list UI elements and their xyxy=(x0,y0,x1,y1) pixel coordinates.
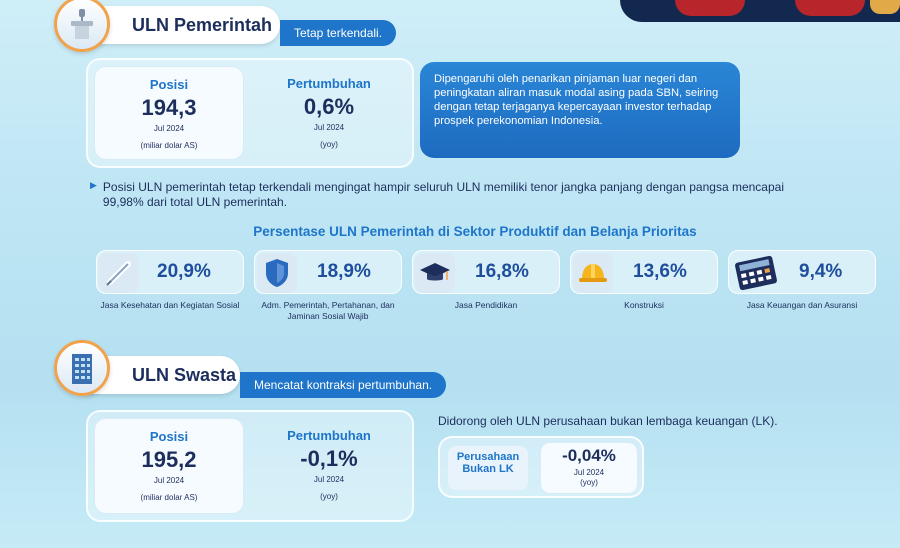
pertumbuhan-label: Pertumbuhan xyxy=(287,76,371,91)
sector-item xyxy=(570,250,718,311)
lk-label-box xyxy=(448,446,528,490)
posisi-date: Jul 2024 xyxy=(153,124,185,134)
pertumbuhan-card xyxy=(254,418,404,514)
sectors-title: Persentase ULN Pemerintah di Sektor Produktif dan Belanja Prioritas xyxy=(253,224,697,239)
section-tag-pemerintah xyxy=(280,20,396,46)
sector-item xyxy=(254,250,402,322)
lk-label: Perusahaan Bukan LK xyxy=(456,451,520,475)
sector-label: Adm. Pemerintah, Pertahanan, dan Jaminan Sosial Wajib xyxy=(261,300,395,321)
shield-icon xyxy=(257,253,297,293)
bullet-triangle-icon: ▶ xyxy=(90,180,97,190)
posisi-value: 195,2 xyxy=(141,447,197,472)
posisi-label: Posisi xyxy=(149,77,189,92)
sector-label: Jasa Keuangan dan Asuransi xyxy=(746,300,858,310)
posisi-date: Jul 2024 xyxy=(153,476,185,486)
lk-date: Jul 2024 xyxy=(573,467,605,477)
pertumbuhan-date: Jul 2024 xyxy=(313,475,345,485)
pertumbuhan-date: Jul 2024 xyxy=(313,123,345,133)
building-icon xyxy=(54,340,110,396)
posisi-card xyxy=(94,418,244,514)
syringe-icon xyxy=(99,253,139,293)
graduation-cap-icon xyxy=(415,253,455,293)
sector-pct: 13,6% xyxy=(633,261,687,282)
lk-value-card xyxy=(540,442,638,494)
sector-item xyxy=(728,250,876,311)
pertumbuhan-unit: (yoy) xyxy=(320,492,338,502)
header-decoration xyxy=(620,0,900,22)
sector-label: Jasa Kesehatan dan Kegiatan Sosial xyxy=(100,300,240,310)
sector-pct: 16,8% xyxy=(475,261,529,282)
sector-pct: 20,9% xyxy=(157,261,211,282)
stat-group-swasta xyxy=(86,410,414,522)
sector-pct: 9,4% xyxy=(799,261,843,282)
pertumbuhan-value: 0,6% xyxy=(303,94,355,119)
posisi-card xyxy=(94,66,244,160)
sector-label: Jasa Pendidikan xyxy=(454,300,518,310)
pertumbuhan-value: -0,1% xyxy=(300,446,358,471)
sector-item xyxy=(96,250,244,311)
bullet-text: Posisi ULN pemerintah tetap terkendali mengingat hampir seluruh ULN memiliki tenor jangka panjang dengan pangsa mencapai 99,98% dari total ULN pemerintah. xyxy=(102,180,784,209)
driver-text: Didorong oleh ULN perusahaan bukan lembaga keuangan (LK). xyxy=(438,414,778,428)
sector-label: Konstruksi xyxy=(624,300,664,310)
section-tag-text: Tetap terkendali. xyxy=(294,26,383,40)
posisi-label: Posisi xyxy=(149,429,189,444)
sector-item xyxy=(412,250,560,311)
posisi-unit: (miliar dolar AS) xyxy=(140,141,198,151)
section-tag-swasta xyxy=(240,372,446,398)
hard-hat-icon xyxy=(573,253,613,293)
pertumbuhan-card xyxy=(254,66,404,160)
bullet-note xyxy=(90,180,810,210)
section-tag-text: Mencatat kontraksi pertumbuhan. xyxy=(254,378,433,392)
section-title-text: ULN Pemerintah xyxy=(132,14,273,35)
sector-pct: 18,9% xyxy=(317,261,371,282)
posisi-value: 194,3 xyxy=(141,95,197,120)
stat-group-pemerintah xyxy=(86,58,414,168)
lk-value: -0,04% xyxy=(562,446,616,465)
section-title-text: ULN Swasta xyxy=(132,364,237,385)
posisi-unit: (miliar dolar AS) xyxy=(140,493,198,503)
description-text: Dipengaruhi oleh penarikan pinjaman luar negeri dan peningkatan aliran masuk modal asing pada SBN, seiring dengan tetap terjaganya kepercayaan investor terhadap prospek perekonomian Indonesia. xyxy=(434,73,719,127)
calculator-icon xyxy=(729,253,783,293)
podium-icon xyxy=(54,0,110,52)
lk-group xyxy=(438,436,644,498)
description-box xyxy=(420,62,740,158)
pertumbuhan-unit: (yoy) xyxy=(320,140,338,150)
lk-unit: (yoy) xyxy=(580,477,598,487)
pertumbuhan-label: Pertumbuhan xyxy=(287,428,371,443)
